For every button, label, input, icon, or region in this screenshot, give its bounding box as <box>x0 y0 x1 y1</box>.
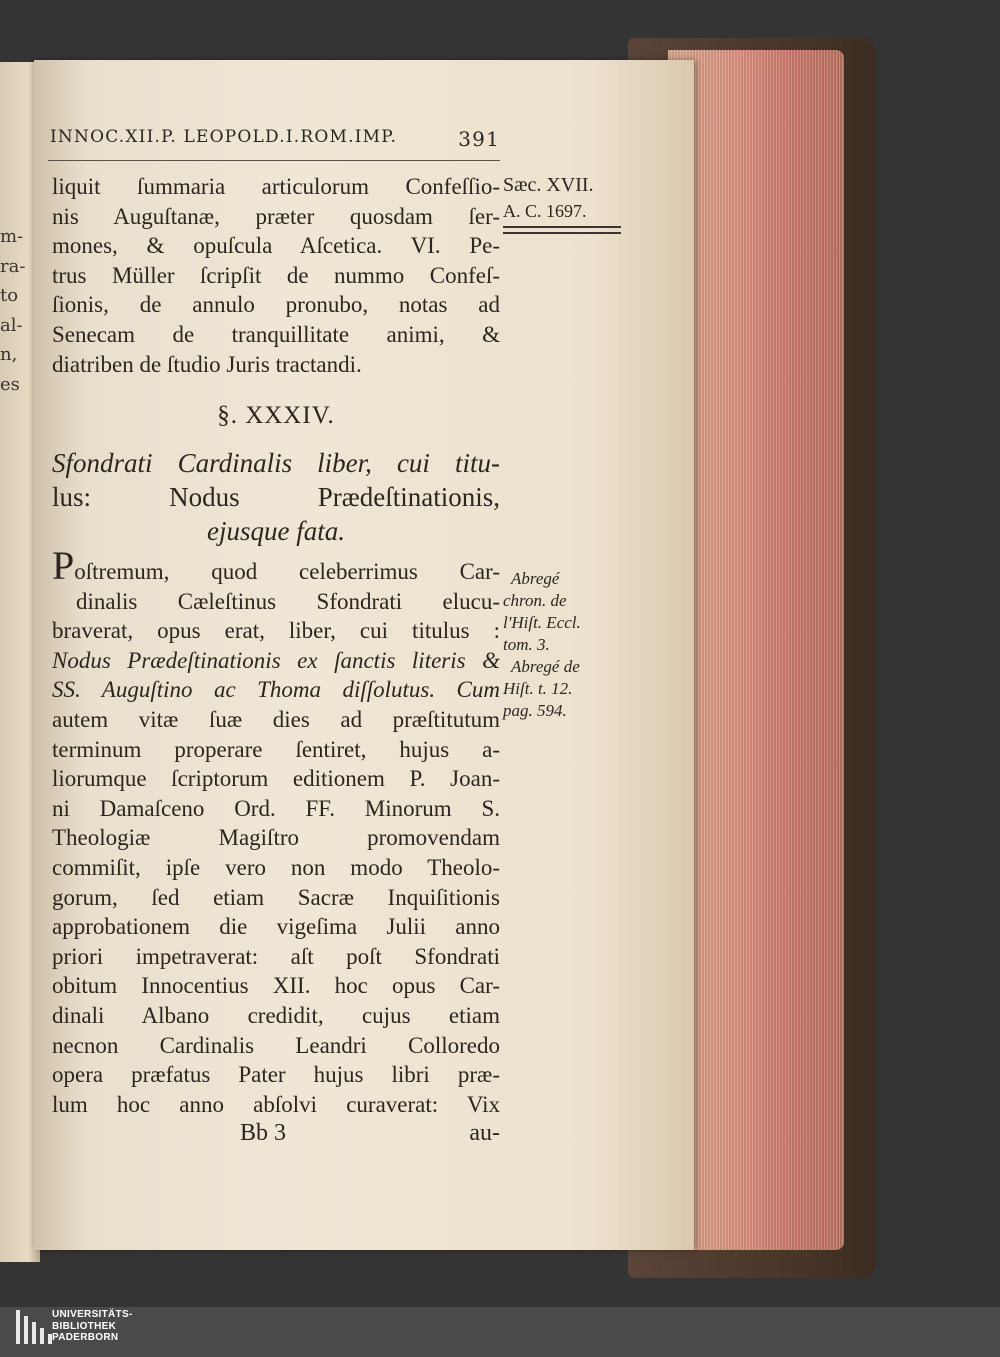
heading-line: Sfondrati Cardinalis liber, cui titu- <box>52 448 500 478</box>
text-line: autem vitæ ſuæ dies ad præſtitutum <box>52 706 500 732</box>
margin-references <box>503 568 628 722</box>
heading-line: lus: Nodus Prædeſtinationis, <box>52 482 500 512</box>
margin-ref-line: tom. 3. <box>503 635 550 654</box>
library-name-line: BIBLIOTHEK <box>52 1320 117 1332</box>
text-line: dinalis Cæleſtinus Sfondrati elucu- <box>76 588 500 614</box>
gutter-fragment: ra- <box>0 255 26 277</box>
library-logo-icon <box>16 1310 52 1344</box>
text-line: mones, & opuſcula Aſcetica. VI. Pe- <box>52 233 500 259</box>
library-name <box>52 1309 133 1344</box>
signature-mark: Bb 3 <box>240 1120 287 1146</box>
text-line: obitum Innocentius XII. hoc opus Car- <box>52 973 500 999</box>
page-fore-edge <box>668 50 844 1250</box>
text-line: diatriben de ſtudio Juris tractandi. <box>52 351 362 377</box>
text-line: Nodus Prædeſtinationis ex ſanctis literis & <box>52 647 500 673</box>
section-number: §. XXXIV. <box>217 402 335 429</box>
margin-anno-christi: A. C. 1697. <box>503 201 587 221</box>
gutter-fragment: to <box>0 285 19 306</box>
page-footer <box>240 1120 500 1147</box>
body-text <box>52 172 500 379</box>
text-line: liorumque ſcriptorum editionem P. Joan- <box>52 766 500 792</box>
gutter-fragment: al- <box>0 314 23 336</box>
text-line: lum hoc anno abſolvi curaverat: Vix <box>52 1091 500 1117</box>
text-line: commiſit, ipſe vero non modo Theolo- <box>52 854 500 880</box>
text-line: gorum, ſed etiam Sacræ Inquiſitionis <box>52 884 500 910</box>
text-line: terminum properare ſentiret, hujus a- <box>52 736 500 762</box>
text-line: opera præfatus Pater hujus libri præ- <box>52 1062 500 1088</box>
margin-saeculum: Sæc. XVII. <box>503 174 594 196</box>
text-line: SS. Auguſtino ac Thoma diſſolutus. Cum <box>52 677 500 703</box>
text-line: priori impetraverat: aſt poſt Sfondrati <box>52 943 500 969</box>
catchword: au- <box>469 1120 500 1146</box>
text-line: nis Auguſtanæ, præter quosdam ſer- <box>52 203 500 229</box>
library-name-line: UNIVERSITÄTS- <box>52 1309 133 1320</box>
library-banner <box>0 1307 1000 1357</box>
library-name-line: PADERBORN <box>52 1332 119 1343</box>
drop-cap: P <box>52 543 75 588</box>
gutter-fragment: m- <box>0 226 24 247</box>
text-line: trus Müller ſcripſit de nummo Confeſ- <box>52 262 500 288</box>
text-line: braverat, opus erat, liber, cui titulus : <box>52 618 500 644</box>
section-heading <box>52 446 500 548</box>
text-line: liquit ſummaria articulorum Confeſſio- <box>52 174 500 199</box>
text-line: Poſtremum, quod celeberrimus Car- <box>52 543 500 588</box>
text-line: Theologiæ Magiſtro promovendam <box>52 825 500 851</box>
running-head <box>50 127 500 151</box>
header-rule <box>48 160 500 161</box>
page-number: 391 <box>458 127 500 151</box>
margin-ref-line: pag. 594. <box>503 701 567 720</box>
text-line: ni Damaſceno Ord. FF. Minorum S. <box>52 795 500 821</box>
gutter-text <box>0 222 28 399</box>
margin-ref-line: Abregé <box>511 569 560 588</box>
margin-date-note <box>503 172 628 234</box>
gutter-fragment: n, <box>0 344 18 365</box>
margin-ref-line: l'Hiſt. Eccl. <box>503 613 581 632</box>
margin-double-rule <box>503 226 621 234</box>
margin-ref-line: Abregé de <box>511 657 580 676</box>
text-line: Senecam de tranquillitate animi, & <box>52 321 500 347</box>
heading-line: ejusque fata. <box>207 516 345 546</box>
text-line: necnon Cardinalis Leandri Colloredo <box>52 1032 500 1058</box>
text-line: approbationem die vigeſima Julii anno <box>52 914 500 940</box>
text-line: ſionis, de annulo pronubo, notas ad <box>52 292 500 318</box>
gutter-fragment: es <box>0 373 20 395</box>
text-line: dinali Albano credidit, cujus etiam <box>52 1002 500 1028</box>
paragraph <box>52 543 500 1119</box>
margin-ref-line: chron. de <box>503 591 567 610</box>
running-head-title: INNOC.XII.P. LEOPOLD.I.ROM.IMP. <box>50 127 398 147</box>
margin-ref-line: Hiſt. t. 12. <box>503 679 573 698</box>
